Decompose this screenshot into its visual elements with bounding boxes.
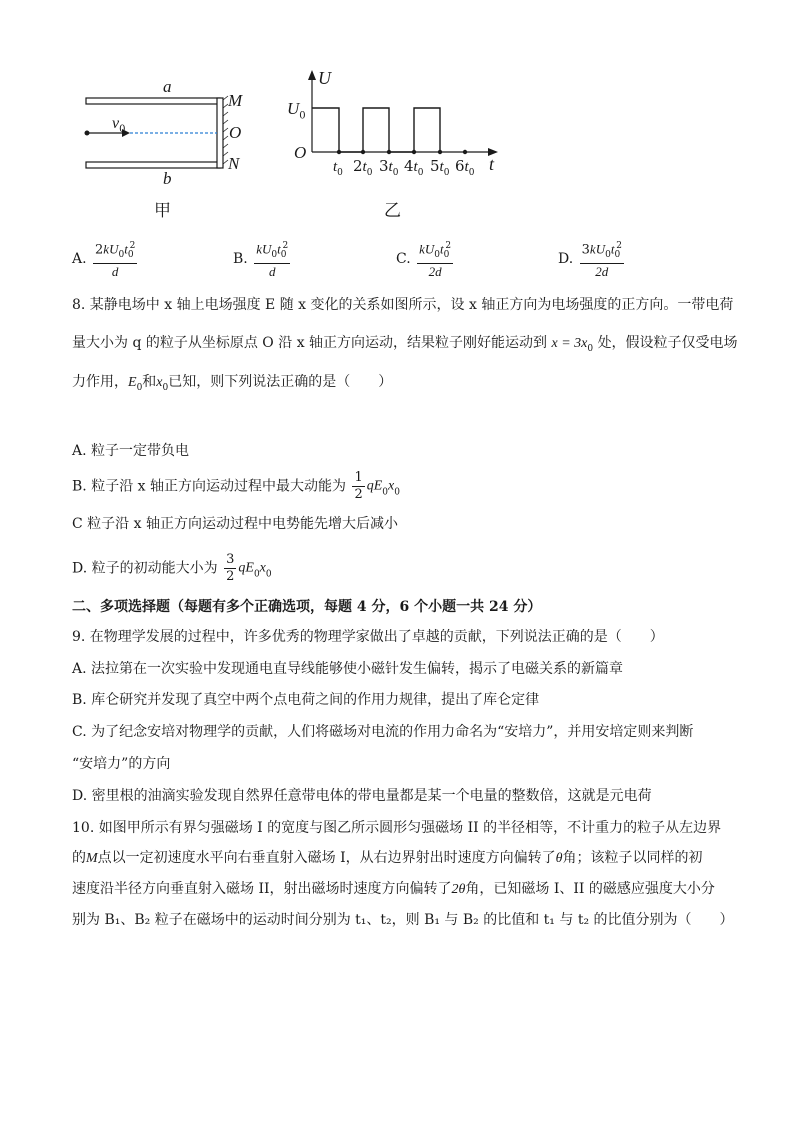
- q10-stem-line3: 速度沿半径方向垂直射入磁场 II，射出磁场时速度方向偏转了2θ角，已知磁场 I、II 的磁感应强度大小分: [72, 881, 715, 897]
- q8-stem-line2: 量大小为 q 的粒子从坐标原点 O 沿 x 轴正方向运动，结果粒子刚好能运动到 $x = 3x_0$ 处，假设粒子仅受电场: [72, 335, 738, 354]
- origin-label: O: [294, 143, 307, 162]
- q9-option-d[interactable]: D. 密里根的油滴实验发现自然界任意带电体的带电量都是某一个电量的整数倍，这就是元电荷: [72, 788, 652, 804]
- tick-3t0: [387, 150, 391, 154]
- tick-6t0: [463, 150, 467, 154]
- u0-label: $U_0$: [287, 99, 306, 122]
- section-heading-multiple-choice: 二、多项选择题（每题有多个正确选项，每题 4 分，6 个小题一共 24 分）: [72, 599, 542, 615]
- label-o-jia: O: [229, 123, 242, 142]
- q9-option-c-line1[interactable]: C. 为了纪念安培对物理学的贡献，人们将磁场对电流的作用力命名为“安培力”，并用安培定则来判断: [72, 724, 694, 740]
- tick-label-5t0: $5t_0$: [430, 157, 450, 178]
- label-m: M: [228, 91, 243, 110]
- tick-t0: [337, 150, 341, 154]
- tick-5t0: [438, 150, 442, 154]
- plate-a: [86, 98, 220, 104]
- q8-stem-line1: 8. 某静电场中 x 轴上电场强度 E 随 x 变化的关系如图所示，设 x 轴正方向为电场强度的正方向。一带电荷: [72, 297, 734, 313]
- caption-yi: 乙: [384, 201, 401, 221]
- tick-label-2t0: $2t_0$: [353, 157, 373, 178]
- q7-option-a[interactable]: A. $\frac{2kU_0t_0^2}{d}$: [72, 238, 139, 280]
- plate-b: [86, 162, 220, 168]
- tick-label-4t0: $4t_0$: [404, 157, 424, 178]
- square-wave: [312, 108, 440, 152]
- axis-t-label: t: [489, 154, 495, 174]
- tick-label-6t0: $6t_0$: [455, 157, 475, 178]
- q9-option-a[interactable]: A. 法拉第在一次实验中发现通电直导线能够使小磁针发生偏转，揭示了电磁关系的新篇章: [72, 661, 624, 677]
- q8-stem-line3: 力作用，$E_0$和$x_0$已知，则下列说法正确的是（ ）: [72, 374, 393, 393]
- q9-option-c-line2: “安培力”的方向: [72, 756, 171, 772]
- q9-option-b[interactable]: B. 库仑研究并发现了真空中两个点电荷之间的作用力规律，提出了库仑定律: [72, 692, 540, 708]
- caption-jia: 甲: [154, 201, 171, 221]
- q10-stem-line2: 的M点以一定初速度水平向右垂直射入磁场 I，从右边界射出时速度方向偏转了θ角；该粒子以同样的初: [72, 850, 703, 866]
- q7-option-c[interactable]: C. $\frac{kU_0t_0^2}{2d}$: [396, 238, 455, 280]
- label-a: a: [163, 77, 172, 96]
- q7-option-b[interactable]: B. $\frac{kU_0t_0^2}{d}$: [233, 238, 292, 280]
- q8-option-d[interactable]: D. 粒子的初动能大小为 $\frac{3}{2}$ $qE_0x_0$: [72, 552, 272, 584]
- label-n: N: [228, 154, 240, 173]
- axis-u-label: U: [318, 68, 331, 88]
- tick-2t0: [361, 150, 365, 154]
- q8-option-c[interactable]: C 粒子沿 x 轴正方向运动过程中电势能先增大后减小: [72, 516, 398, 532]
- q7-option-d[interactable]: D. $\frac{3kU_0t_0^2}{2d}$: [558, 238, 626, 280]
- label-b: b: [163, 169, 172, 188]
- q10-stem-line1: 10. 如图甲所示有界匀强磁场 I 的宽度与图乙所示圆形匀强磁场 II 的半径相等，不计重力的粒子从左边界: [72, 820, 722, 836]
- tick-label-t0: $t_0$: [333, 159, 343, 178]
- q8-option-a[interactable]: A. 粒子一定带负电: [72, 443, 190, 459]
- tick-label-3t0: $3t_0$: [379, 157, 399, 178]
- q10-stem-line4: 别为 B₁、B₂ 粒子在磁场中的运动时间分别为 t₁、t₂，则 B₁ 与 B₂ 的比值和 t₁ 与 t₂ 的比值分别为（ ）: [72, 912, 734, 928]
- q8-option-b[interactable]: B. 粒子沿 x 轴正方向运动过程中最大动能为 $\frac{1}{2}$ $qE_0x_0$: [72, 470, 400, 502]
- label-v0: $v_0$: [112, 115, 126, 136]
- q9-stem: 9. 在物理学发展的过程中，许多优秀的物理学家做出了卓越的贡献，下列说法正确的是（ ）: [72, 629, 664, 645]
- tick-4t0: [412, 150, 416, 154]
- screen-mn: [217, 98, 223, 168]
